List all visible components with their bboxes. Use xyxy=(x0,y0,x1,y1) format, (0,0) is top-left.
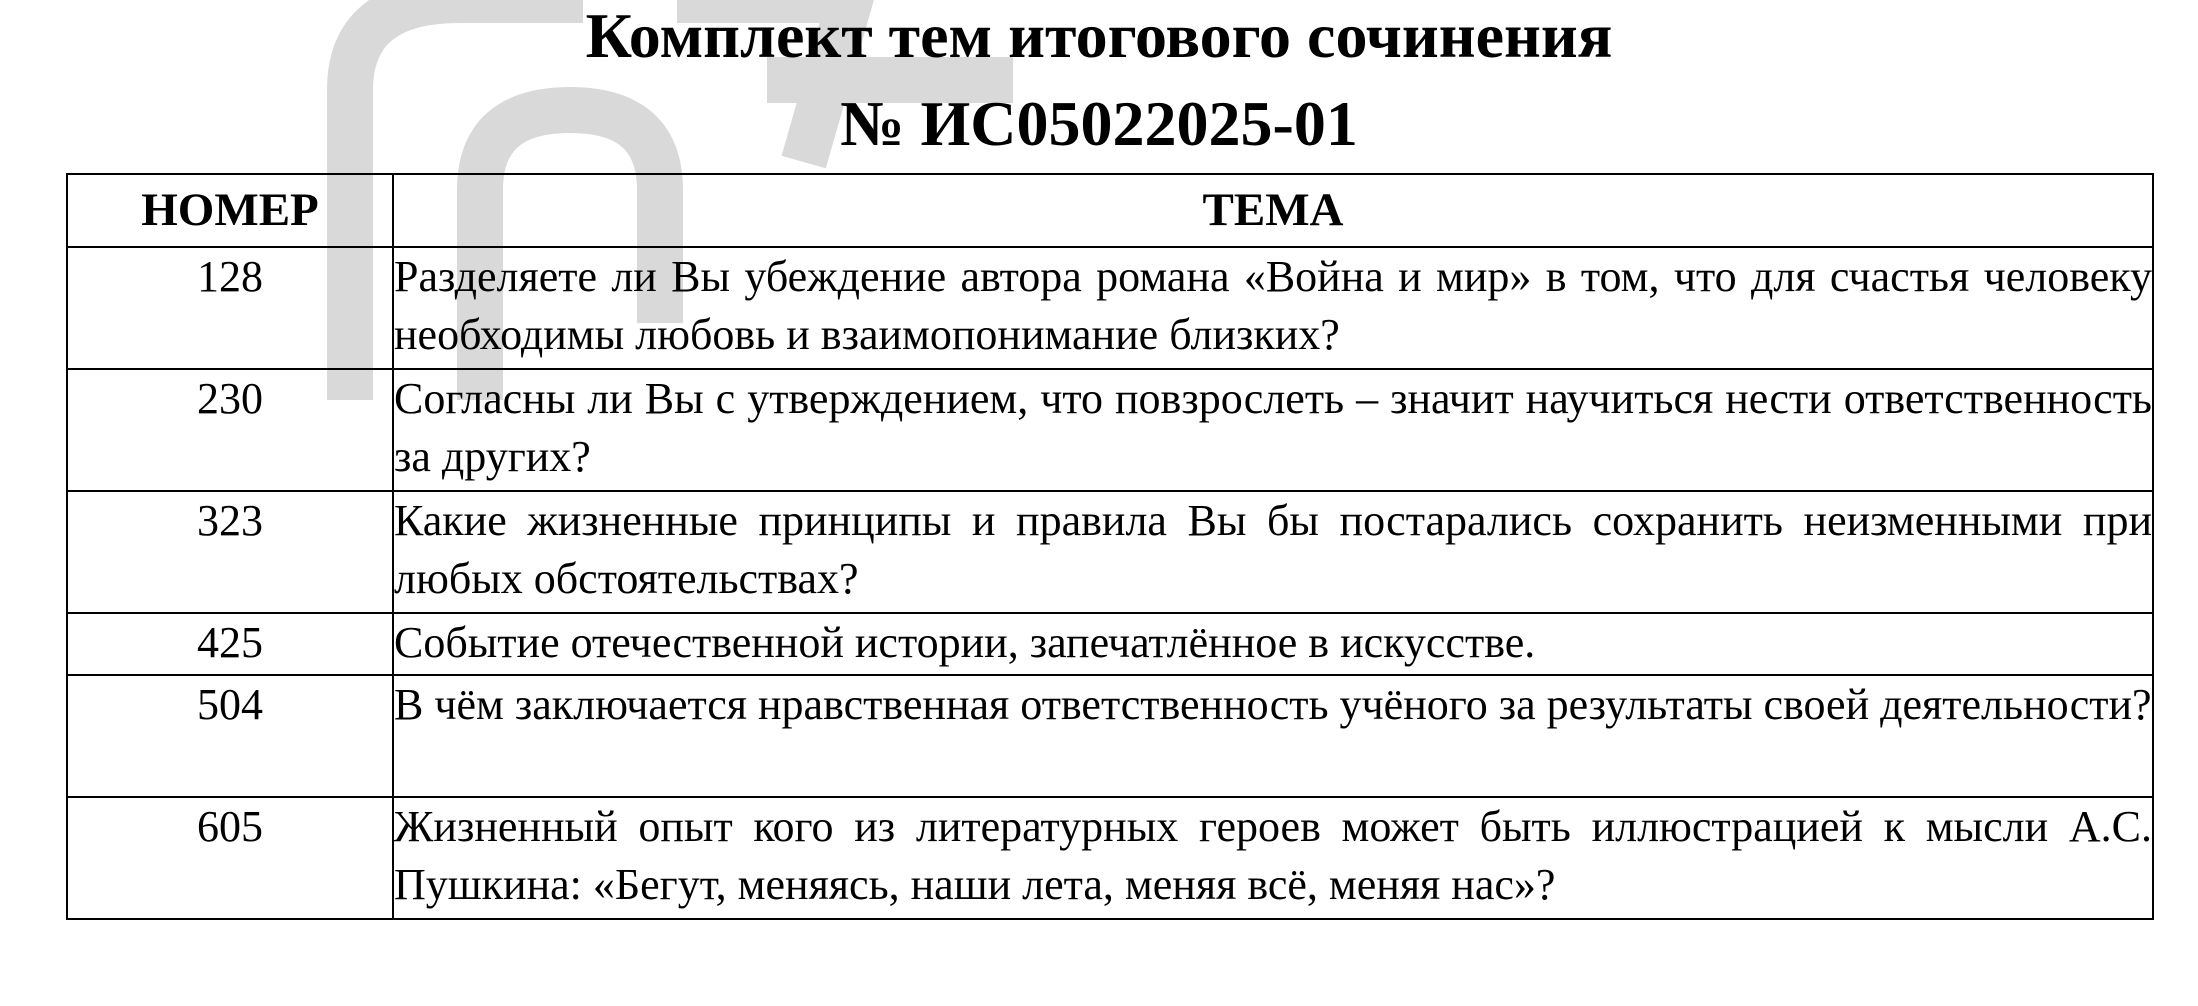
topic-number: 323 xyxy=(67,491,393,613)
topics-table xyxy=(66,173,2154,920)
topic-number: 605 xyxy=(67,797,393,919)
document-title: Комплект тем итогового сочинения xyxy=(585,0,1613,71)
table-row xyxy=(67,797,2153,919)
table-row xyxy=(67,247,2153,369)
table-row xyxy=(67,369,2153,491)
table-row xyxy=(67,491,2153,613)
topic-number: 425 xyxy=(67,613,393,675)
topic-text: Разделяете ли Вы убеждение автора романа «Война и мир» в том, что для счастья человеку необходимы любовь и взаимопонимание близких? xyxy=(393,247,2153,369)
table-row xyxy=(67,613,2153,675)
topic-number: 128 xyxy=(67,247,393,369)
document-number: № ИС05022025-01 xyxy=(840,88,1358,159)
topic-number: 504 xyxy=(67,675,393,797)
table-header-row xyxy=(67,174,2153,247)
topic-text: Событие отечественной истории, запечатлённое в искусстве. xyxy=(393,613,2153,675)
topic-text: Какие жизненные принципы и правила Вы бы постарались сохранить неизменными при любых обстоятельствах? xyxy=(393,491,2153,613)
column-header-topic: ТЕМА xyxy=(393,174,2153,247)
topic-text: Согласны ли Вы с утверждением, что повзрослеть – значит научиться нести ответственность за других? xyxy=(393,369,2153,491)
topic-text: В чём заключается нравственная ответственность учёного за результаты своей деятельности? xyxy=(393,675,2153,797)
topic-number: 230 xyxy=(67,369,393,491)
column-header-number: НОМЕР xyxy=(67,174,393,247)
table-row xyxy=(67,675,2153,797)
topic-text: Жизненный опыт кого из литературных героев может быть иллюстрацией к мысли А.С. Пушкина: «Бегут, меняясь, наши лета, меняя всё, меняя нас»? xyxy=(393,797,2153,919)
